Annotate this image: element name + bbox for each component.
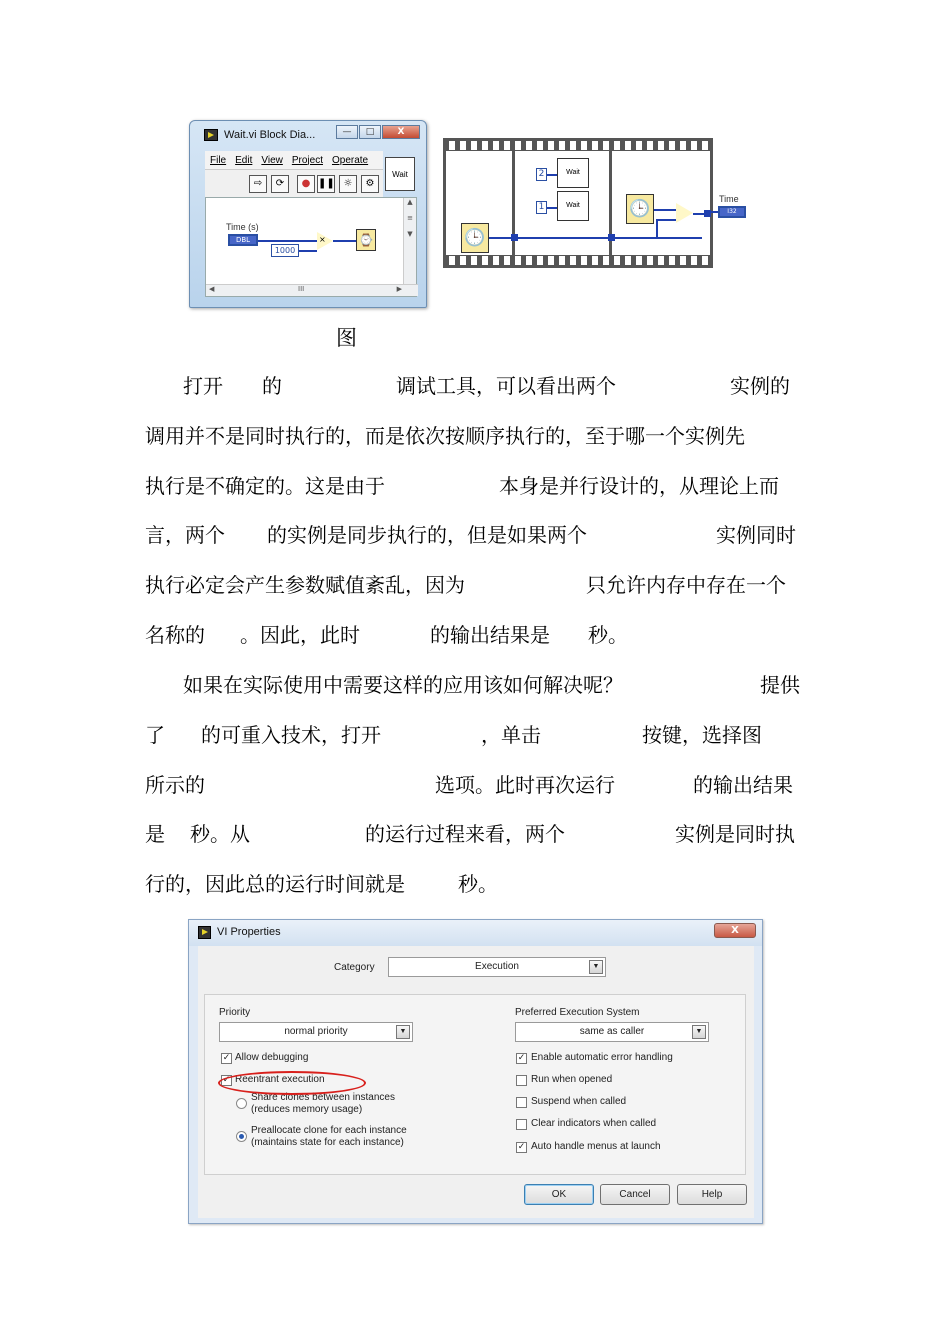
ok-button[interactable]: OK: [524, 1184, 594, 1205]
menu-edit[interactable]: Edit: [235, 154, 253, 166]
text-fragment: 的: [262, 374, 282, 398]
text-fragment: 执行是不确定的。这是由于: [145, 474, 385, 498]
allow-debugging-checkbox[interactable]: ✓: [222, 1053, 231, 1063]
share-clones-label: Share clones between instances: [251, 1092, 395, 1103]
paragraph-line: [145, 669, 810, 699]
menu-project[interactable]: Project: [291, 154, 323, 166]
clear-indicators-checkbox[interactable]: [516, 1119, 527, 1130]
execution-system-label: Preferred Execution System: [515, 1007, 640, 1018]
text-fragment: 的运行过程来看，两个: [365, 822, 565, 846]
run-when-opened-checkbox[interactable]: [516, 1075, 527, 1086]
text-fragment: 执行必定会产生参数赋值紊乱，因为: [145, 573, 465, 597]
figure-caption: 图: [336, 326, 357, 350]
retain-wire-values-icon[interactable]: ⚙: [361, 175, 379, 193]
allow-debugging-label: Allow debugging: [235, 1052, 309, 1063]
run-continuously-icon[interactable]: ⟳: [271, 175, 289, 193]
close-button[interactable]: X: [714, 923, 756, 938]
text-fragment: 实例同时: [716, 523, 796, 547]
menu-file[interactable]: File: [210, 154, 227, 166]
text-fragment: 如果在实际使用中需要这样的应用该如何解决呢？: [183, 673, 623, 697]
paragraph-line: [145, 470, 810, 500]
maximize-button[interactable]: □: [359, 125, 381, 139]
suspend-when-called-checkbox[interactable]: [516, 1097, 527, 1108]
category-value: Execution: [475, 961, 519, 972]
text-fragment: 实例的: [730, 374, 790, 398]
execution-system-select[interactable]: [515, 1022, 709, 1042]
paragraph-line: [145, 420, 810, 450]
paragraph-line: [145, 569, 810, 599]
time-indicator-terminal: I32: [718, 206, 746, 218]
paragraph-line: [145, 818, 810, 848]
dialog-body: [198, 946, 754, 1218]
text-fragment: 是: [145, 822, 165, 846]
time-control-terminal: DBL: [228, 234, 258, 246]
text-fragment: 秒。: [458, 872, 498, 896]
numeric-constant: 1: [536, 201, 547, 214]
highlight-annotation: [218, 1071, 366, 1095]
run-when-opened-label: Run when opened: [531, 1074, 613, 1085]
reentrant-execution-label: Reentrant execution: [235, 1074, 325, 1085]
preallocate-clone-note: (maintains state for each instance): [251, 1137, 404, 1148]
labview-icon: [198, 926, 211, 939]
text-fragment: 行的，因此总的运行时间就是: [145, 872, 405, 896]
text-fragment: 的输出结果是: [430, 623, 550, 647]
text-fragment: 调用并不是同时执行的，而是依次按顺序执行的，至于哪一个实例先: [145, 424, 745, 448]
close-button[interactable]: X: [382, 125, 420, 139]
window-controls: [336, 125, 420, 139]
category-label: Category: [334, 962, 375, 973]
horizontal-scrollbar[interactable]: ◀ III ▶: [206, 284, 418, 296]
wire: [656, 219, 676, 221]
toolbar: [205, 169, 383, 197]
frame-divider: [512, 150, 515, 262]
flat-sequence-structure: [443, 138, 763, 292]
enable-error-handling-checkbox[interactable]: ✓: [517, 1053, 526, 1063]
numeric-constant: 2: [536, 168, 547, 181]
dialog-title-bar: [189, 920, 762, 946]
vertical-scrollbar[interactable]: ▲ ≡ ▼: [403, 198, 416, 286]
text-fragment: 调试工具，可以看出两个: [396, 374, 616, 398]
preallocate-clone-label: Preallocate clone for each instance: [251, 1125, 407, 1136]
wait-ms-icon: ⌚: [356, 229, 376, 251]
clear-indicators-label: Clear indicators when called: [531, 1118, 657, 1129]
priority-select[interactable]: [219, 1022, 413, 1042]
text-fragment: 只允许内存中存在一个: [586, 573, 786, 597]
tick-count-clock-icon: 🕒: [461, 223, 489, 253]
highlight-execution-icon[interactable]: ☼: [339, 175, 357, 193]
wire: [333, 240, 356, 242]
labview-icon: [204, 129, 218, 141]
execution-system-value: same as caller: [579, 1026, 645, 1037]
connector-pane-icon: Wait: [385, 157, 415, 191]
wait-subvi: Wait: [557, 191, 589, 221]
text-fragment: 本身是并行设计的，从理论上而: [499, 474, 779, 498]
time-indicator-label: Time: [719, 194, 739, 204]
wire: [656, 219, 658, 238]
text-fragment: 的实例是同步执行的，但是如果两个: [267, 523, 587, 547]
reentrant-execution-checkbox[interactable]: ✓: [222, 1075, 231, 1085]
priority-label: Priority: [219, 1007, 251, 1018]
paragraph-line: [145, 769, 810, 799]
text-fragment: 的可重入技术，打开: [201, 723, 381, 747]
dialog-title: VI Properties: [217, 926, 281, 938]
minimize-button[interactable]: —: [336, 125, 358, 139]
paragraph-line: [145, 719, 810, 749]
share-clones-note: (reduces memory usage): [251, 1104, 363, 1115]
paragraph-line: [145, 619, 810, 649]
text-fragment: 实例是同时执: [675, 822, 795, 846]
time-control-label: Time (s): [226, 222, 259, 232]
wire: [258, 240, 317, 242]
auto-handle-menus-checkbox[interactable]: ✓: [517, 1142, 526, 1152]
wire: [299, 250, 317, 252]
diagram-canvas: [205, 197, 417, 297]
wait-subvi: Wait: [557, 158, 589, 188]
share-clones-radio[interactable]: [236, 1098, 247, 1109]
text-fragment: 秒。: [588, 623, 628, 647]
sequence-tunnel: [608, 234, 615, 241]
chevron-down-icon[interactable]: ▼: [396, 1025, 410, 1039]
run-arrow-icon[interactable]: ⇨: [249, 175, 267, 193]
figure-wait-vi: [189, 120, 763, 310]
wire: [654, 209, 676, 211]
priority-value: normal priority: [284, 1026, 348, 1037]
frame-divider: [609, 150, 612, 262]
menu-operate[interactable]: Operate: [331, 154, 369, 166]
wire: [547, 207, 557, 209]
window-title: Wait.vi Block Dia...: [224, 129, 316, 141]
sequence-frames: [443, 138, 713, 268]
chevron-down-icon[interactable]: ▼: [589, 960, 603, 974]
help-button[interactable]: Help: [677, 1184, 747, 1205]
text-fragment: 按键，选择图: [642, 723, 762, 747]
preallocate-clone-radio[interactable]: [236, 1131, 247, 1142]
text-fragment: 打开: [183, 374, 223, 398]
sequence-tunnel: [511, 234, 518, 241]
multiply-icon: ×: [319, 235, 326, 244]
paragraph-line: [145, 370, 810, 400]
menu-bar: [205, 151, 383, 169]
vi-properties-dialog: [188, 919, 763, 1224]
text-fragment: 提供: [760, 673, 800, 697]
tick-count-clock-icon: 🕒: [626, 194, 654, 224]
paragraph-line: [145, 868, 810, 898]
wire: [489, 237, 702, 239]
text-fragment: 的输出结果: [693, 773, 793, 797]
chevron-down-icon[interactable]: ▼: [692, 1025, 706, 1039]
text-fragment: 名称的: [145, 623, 205, 647]
abort-icon[interactable]: ●: [297, 175, 315, 193]
wire: [547, 174, 557, 176]
pause-icon[interactable]: ❚❚: [317, 175, 335, 193]
category-select[interactable]: [388, 957, 606, 977]
text-fragment: 选项。此时再次运行: [435, 773, 615, 797]
paragraph-line: [145, 519, 810, 549]
text-fragment: 言，两个: [145, 523, 225, 547]
numeric-constant: 1000: [271, 244, 299, 257]
auto-handle-menus-label: Auto handle menus at launch: [531, 1141, 661, 1152]
text-fragment: ，单击: [481, 723, 541, 747]
enable-error-handling-label: Enable automatic error handling: [531, 1052, 673, 1063]
text-fragment: 所示的: [145, 773, 205, 797]
wire: [709, 211, 718, 213]
menu-view[interactable]: View: [261, 154, 283, 166]
text-fragment: 。因此，此时: [240, 623, 360, 647]
text-fragment: 了: [145, 723, 165, 747]
scrollbar-grip: III: [298, 285, 305, 293]
suspend-when-called-label: Suspend when called: [531, 1096, 627, 1107]
cancel-button[interactable]: Cancel: [600, 1184, 670, 1205]
text-fragment: 秒。从: [190, 822, 250, 846]
subtract-node: [676, 203, 693, 223]
block-diagram-window: [189, 120, 427, 308]
